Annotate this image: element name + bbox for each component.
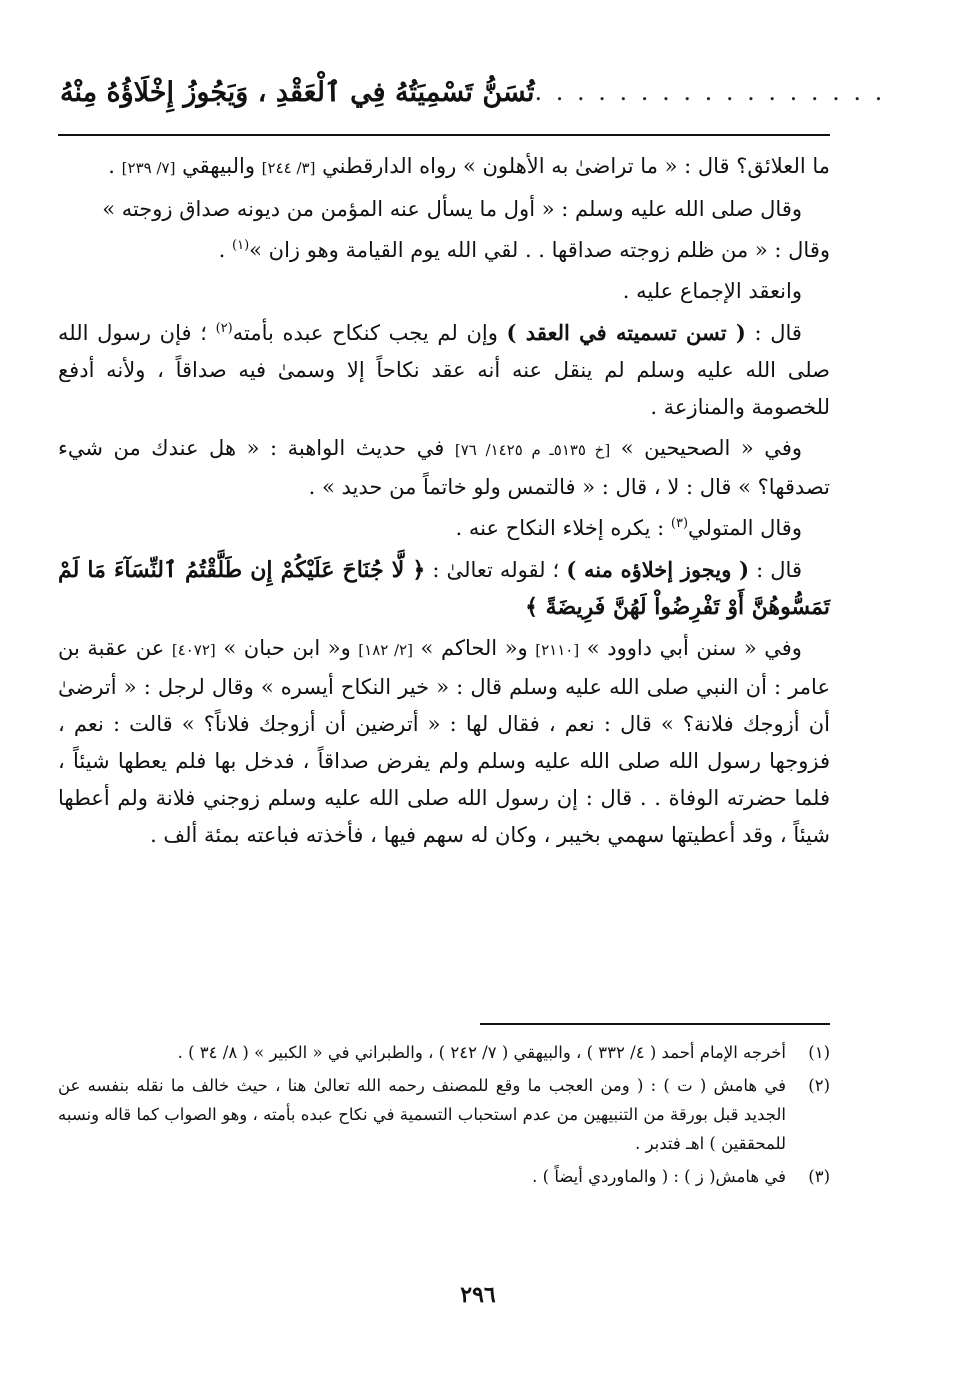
footnote-text: في هامش ( ت ) : ( ومن العجب ما وقع للمصنف رحمه الله تعالىٰ هنا ، حيث خالف ما نقله بنفسه عن الجديد قبل بورقة من التنبيهين من عدم استحباب التسمية في نكاح عبده بأمته ، وهو الصواب كما قاله ونسبه للمحققين ) اهـ فتدبر . <box>58 1076 786 1153</box>
text-span: . <box>218 238 226 262</box>
text-span: وقال : « من ظلم زوجته صداقها . . لقي الله يوم القيامة وهو زان » <box>249 238 830 262</box>
reference: [٣/ ٢٤٤] <box>261 159 316 177</box>
paragraph-5 <box>58 314 830 426</box>
text-span: وقال المتولي <box>688 516 802 540</box>
paragraph-4: وانعقد الإجماع عليه . <box>622 279 802 303</box>
text-span: وفي « سنن أبي داوود » <box>586 636 802 660</box>
paragraph-9 <box>58 630 830 854</box>
text-span: . <box>108 154 115 178</box>
paragraph-1 <box>58 148 830 187</box>
matn-text: ( تسن تسميته في العقد ) <box>506 320 746 345</box>
text-span: والبيهقي <box>182 154 255 178</box>
text-span: عن عقبة بن عامر : أن النبي صلى الله عليه وسلم قال : « خير النكاح أيسره » وقال لرجل : « أترضىٰ أن أزوجك فلانة؟ » قال : نعم ، فقال لها : « أترضين أن أزوجك فلاناً؟ » قالت : نعم ، فزوجها رسول الله صلى الله عليه وسلم ولم يفرض صداقاً ، فدخل بها فلم يعطها شيئاً ، فلما حضرته الوفاة . . قال : إن رسول الله صلى الله عليه وسلم زوجني فلانة ولم أعطها شيئاً ، وقد أعطيتها سهمي بخيبر ، وكان له سهم فيها ، فأخذته فباعته بمئة ألف . <box>58 636 830 847</box>
footnote-2 <box>58 1071 830 1158</box>
text-span: ؛ فإن رسول الله صلى الله عليه وسلم لم ينقل عنه أنه عقد نكاحاً إلا وسمىٰ فيه صداقاً ، ولأنه أدفع للخصومة والمنازعة . <box>58 321 830 419</box>
footnote-number: (١) <box>808 1043 830 1062</box>
header-rule <box>58 134 830 136</box>
quran-verse: ﴿ لَّا جُنَاحَ عَلَيْكُمْ إِن طَلَّقْتُمُ ٱلنِّسَآءَ مَا لَمْ تَمَسُّوهُنَّ أَوْ تَفْرِضُواْ لَهُنَّ فَرِيضَةً ﴾ <box>58 557 830 620</box>
footnote-rule <box>480 1023 830 1025</box>
text-span: وإن لم يجب كنكاح عبده بأمته <box>232 321 498 345</box>
footnote-1 <box>58 1038 830 1067</box>
reference: [٢/ ١٨٢] <box>358 641 413 659</box>
header-title: تُسَنُّ تَسْمِيَتُهُ فِي ٱلْعَقْدِ ، وَيَجُوزُ إِخْلَاؤُهُ مِنْهُ <box>60 76 535 108</box>
paragraph-2: وقال صلى الله عليه وسلم : « أول ما يسأل عنه المؤمن من ديونه صداق زوجته » <box>102 197 802 221</box>
footnote-marker: (٢) <box>215 321 233 336</box>
footnote-text: أخرجه الإمام أحمد ( ٤/ ٣٣٢ ) ، والبيهقي ( ٧/ ٢٤٢ ) ، والطبراني في « الكبير » ( ٨/ ٣٤ ) . <box>177 1043 786 1062</box>
running-header <box>60 70 886 114</box>
text-span: ؛ لقوله تعالىٰ : <box>432 558 560 582</box>
text-span: و« ابن حبان » <box>223 636 351 660</box>
footnote-marker: (٣) <box>670 516 689 531</box>
footnote-number: (٣) <box>808 1167 830 1186</box>
reference: [خ ٥١٣٥ـ م ١٤٢٥/ ٧٦] <box>454 441 611 459</box>
footnotes <box>58 1038 830 1195</box>
text-span: و« الحاكم » <box>420 636 528 660</box>
text-span: وفي « الصحيحين » <box>620 436 802 460</box>
text-span: قال : <box>754 321 802 345</box>
page-number: ٢٩٦ <box>460 1282 496 1308</box>
matn-text: ( ويجوز إخلاؤه منه ) <box>566 557 750 582</box>
paragraph-8 <box>58 551 830 626</box>
text-span: ما العلائق؟ قال : « ما تراضىٰ به الأهلون » رواه الدارقطني <box>322 154 830 178</box>
paragraph-7 <box>58 510 830 547</box>
text-span: في حديث الواهبة : « هل عندك من شيء تصدقها؟ » قال : لا ، قال : « فالتمس ولو خاتماً من حديد » . <box>58 436 830 499</box>
footnote-number: (٢) <box>808 1076 830 1095</box>
main-text <box>58 148 830 858</box>
footnote-3 <box>58 1162 830 1191</box>
header-dots: . . . . . . . . . . . . . . . . . <box>534 78 886 106</box>
paragraph-3 <box>58 232 830 269</box>
footnote-marker: (١) <box>232 238 250 253</box>
reference: [٢١١٠] <box>535 641 580 659</box>
text-span: : يكره إخلاء النكاح عنه . <box>455 516 665 540</box>
reference: [٧/ ٢٣٩] <box>121 159 176 177</box>
paragraph-6 <box>58 430 830 506</box>
text-span: قال : <box>756 558 802 582</box>
footnote-text: في هامش( ز ) : ( والماوردي أيضاً ) . <box>532 1167 786 1186</box>
reference: [٤٠٧٢] <box>171 641 216 659</box>
